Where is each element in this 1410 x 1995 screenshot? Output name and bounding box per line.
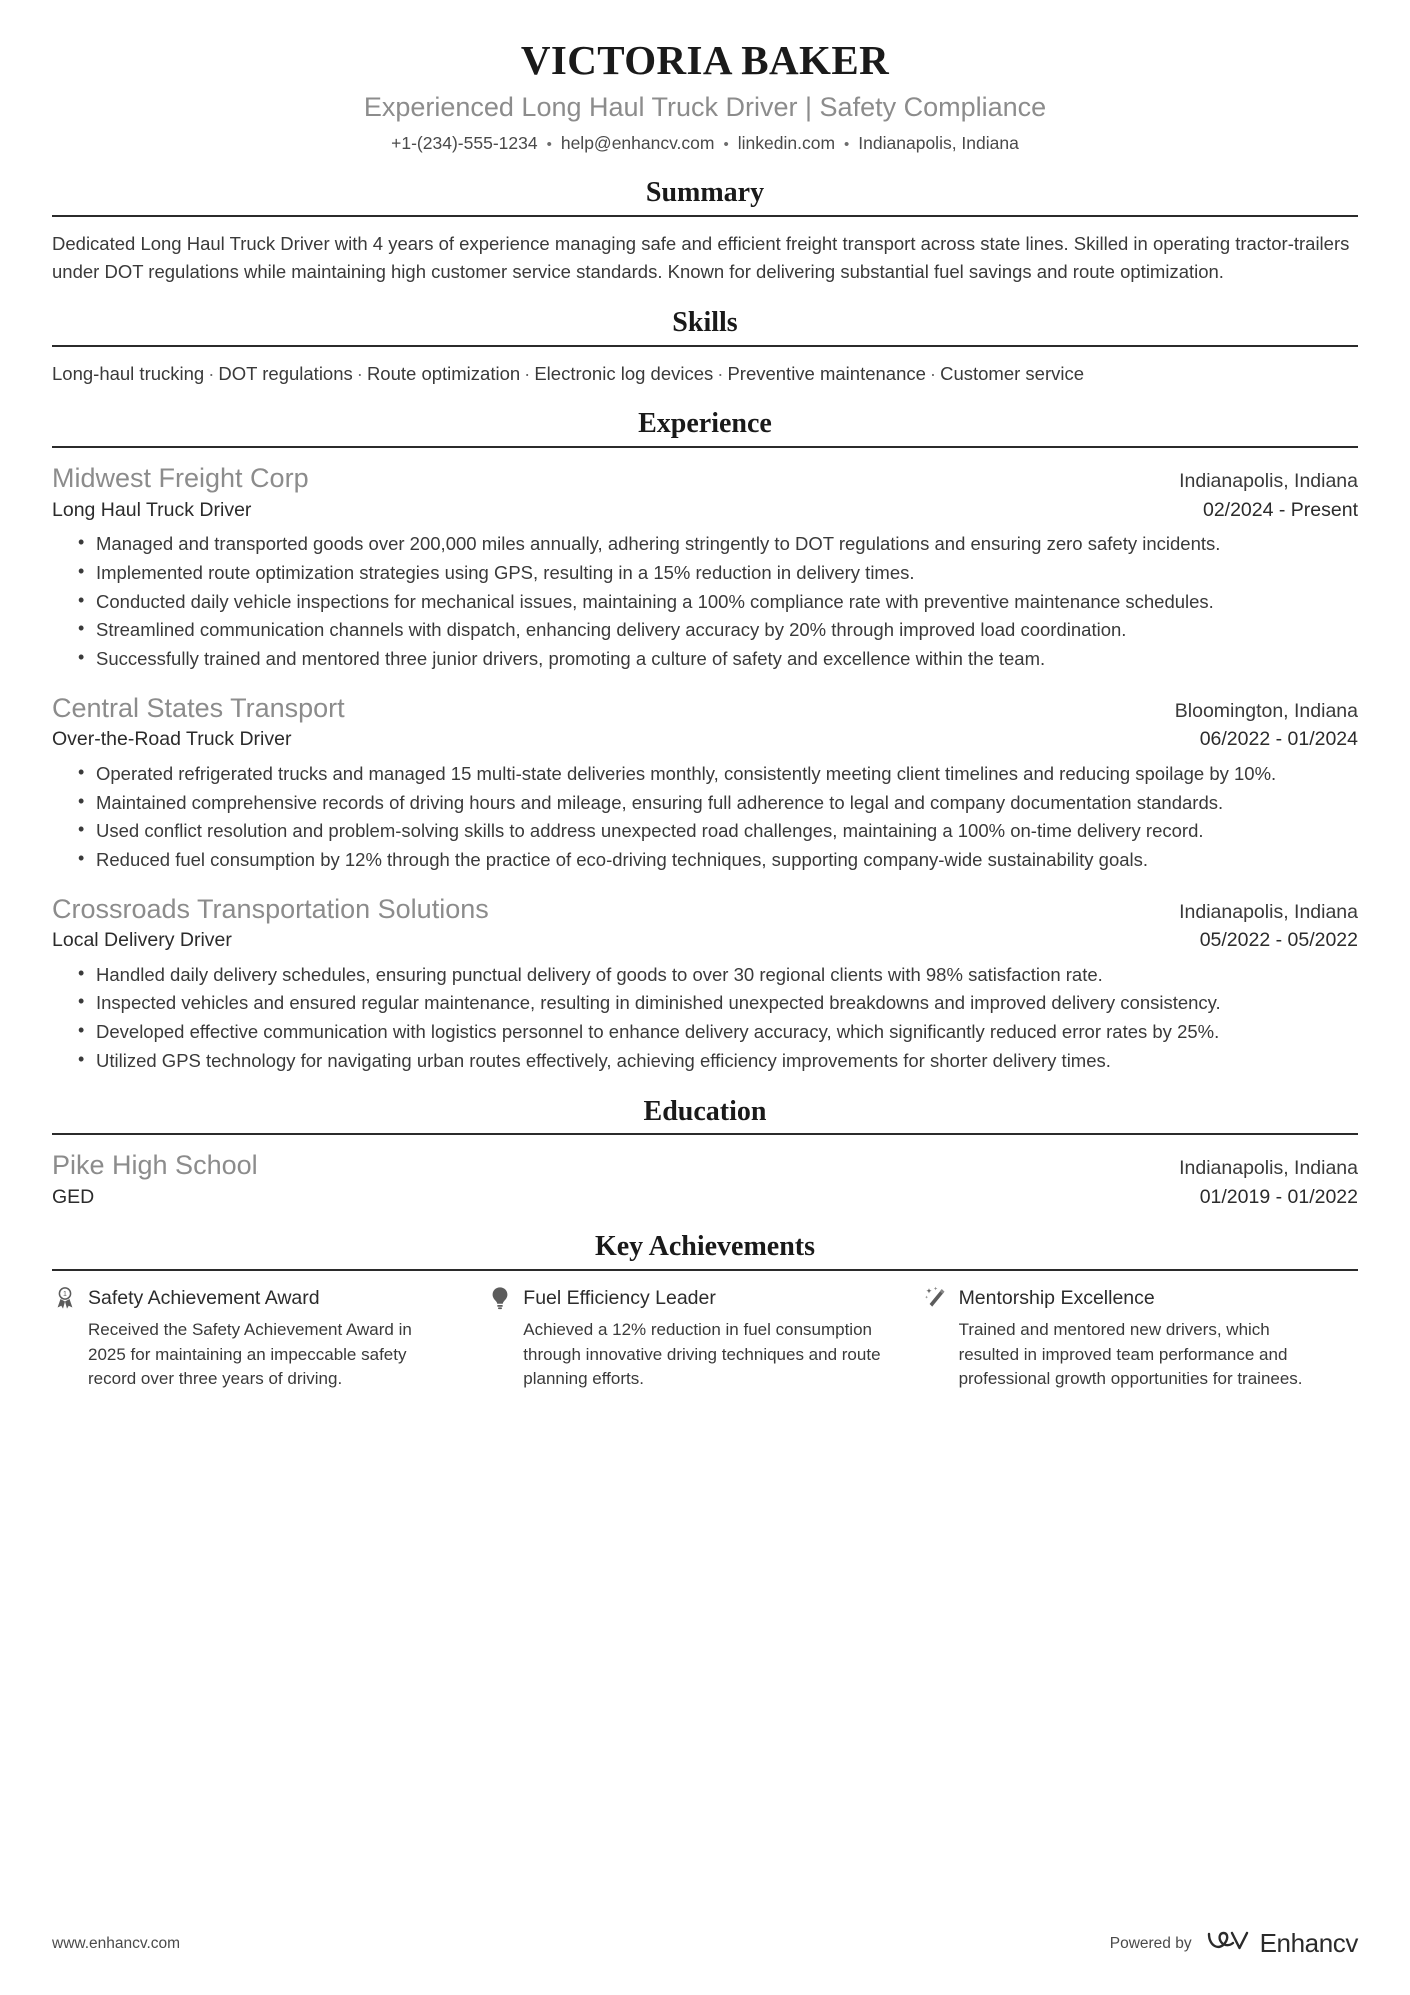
education-school-name: Pike High School xyxy=(52,1150,258,1181)
skill-item: Long-haul trucking xyxy=(52,362,205,384)
experience-company-name: Midwest Freight Corp xyxy=(52,463,309,494)
achievement-description: Received the Safety Achievement Award in 2025 for maintaining an impeccable safety record over three years of driving. xyxy=(88,1320,412,1389)
section-divider xyxy=(52,215,1358,217)
section-heading-skills: Skills xyxy=(672,306,738,338)
experience-bullet: • Utilized GPS technology for navigating urban routes effectively, achieving efficiency improvements for shorter delivery times. xyxy=(78,1047,1358,1075)
experience-location: Indianapolis, Indiana xyxy=(1179,470,1358,493)
experience-job-title: Over-the-Road Truck Driver xyxy=(52,728,292,751)
section-summary xyxy=(52,178,1358,286)
contact-separator: • xyxy=(723,135,729,153)
achievement-description: Trained and mentored new drivers, which resulted in improved team performance and professional growth opportunities for trainees. xyxy=(958,1320,1303,1389)
skill-separator: · xyxy=(356,362,363,384)
section-experience xyxy=(52,409,1358,1074)
education-school-row xyxy=(52,1148,1358,1183)
skill-separator: · xyxy=(208,362,215,384)
experience-bullet: • Successfully trained and mentored three junior drivers, promoting a culture of safety and excellence within the team. xyxy=(78,645,1358,673)
achievement-item xyxy=(487,1284,922,1392)
experience-role-row xyxy=(52,497,1358,523)
experience-company-row xyxy=(52,691,1358,726)
contact-line xyxy=(52,132,1358,156)
education-degree: GED xyxy=(52,1185,95,1208)
experience-dates: 06/2022 - 01/2024 xyxy=(1199,728,1358,751)
achievement-item xyxy=(52,1284,487,1392)
achievement-title: Mentorship Excellence xyxy=(958,1287,1155,1310)
skill-item: Electronic log devices xyxy=(534,362,714,384)
experience-bullet-list xyxy=(52,961,1358,1075)
achievement-item xyxy=(923,1284,1358,1392)
experience-bullet: • Handled daily delivery schedules, ensuring punctual delivery of goods to over 30 regional clients with 98% satisfaction rate. xyxy=(78,961,1358,989)
experience-location: Indianapolis, Indiana xyxy=(1179,900,1358,923)
contact-location[interactable]: Indianapolis, Indiana xyxy=(858,133,1019,154)
section-skills xyxy=(52,308,1358,388)
education-entry xyxy=(52,1148,1358,1210)
skill-item: Route optimization xyxy=(366,362,521,384)
skill-separator: · xyxy=(717,362,724,384)
magic-wand-icon xyxy=(923,1284,949,1312)
achievement-header xyxy=(52,1284,453,1312)
experience-bullet: • Reduced fuel consumption by 12% through the practice of eco-driving techniques, supporting company-wide sustainability goals. xyxy=(78,846,1358,874)
svg-text:1: 1 xyxy=(63,1291,67,1299)
experience-company-row xyxy=(52,461,1358,496)
skill-item: DOT regulations xyxy=(218,362,353,384)
section-heading-experience: Experience xyxy=(638,408,772,440)
contact-email[interactable]: help@enhancv.com xyxy=(560,133,715,154)
experience-company-name: Crossroads Transportation Solutions xyxy=(52,893,489,924)
section-heading-summary: Summary xyxy=(645,176,765,208)
experience-bullet-list xyxy=(52,760,1358,874)
contact-separator: • xyxy=(546,135,552,153)
footer-brand-area xyxy=(1110,1928,1358,1959)
enhancv-logo-icon xyxy=(1206,1928,1252,1959)
experience-entry xyxy=(52,461,1358,673)
experience-entry xyxy=(52,892,1358,1075)
experience-role-row xyxy=(52,726,1358,752)
experience-role-row xyxy=(52,927,1358,953)
contact-phone[interactable]: +1-(234)-555-1234 xyxy=(391,133,538,154)
skill-separator: · xyxy=(524,362,531,384)
resume-header xyxy=(52,30,1358,156)
achievement-header xyxy=(487,1284,888,1312)
achievement-header xyxy=(923,1284,1324,1312)
experience-bullet: • Used conflict resolution and problem-solving skills to address unexpected road challenges, maintaining a 100% on-time delivery record. xyxy=(78,817,1358,845)
page-title: VICTORIA BAKER xyxy=(520,37,890,83)
experience-job-title: Local Delivery Driver xyxy=(52,929,232,952)
contact-linkedin[interactable]: linkedin.com xyxy=(737,133,836,154)
education-location: Indianapolis, Indiana xyxy=(1179,1157,1358,1180)
section-divider xyxy=(52,1269,1358,1271)
education-dates: 01/2019 - 01/2022 xyxy=(1199,1185,1358,1208)
experience-company-name: Central States Transport xyxy=(52,692,345,723)
experience-location: Bloomington, Indiana xyxy=(1174,699,1358,722)
lightbulb-icon xyxy=(487,1284,513,1312)
experience-company-row xyxy=(52,892,1358,927)
experience-bullet: • Conducted daily vehicle inspections for mechanical issues, maintaining a 100% compliance rate with preventive maintenance schedules. xyxy=(78,588,1358,616)
experience-bullet: • Inspected vehicles and ensured regular maintenance, resulting in diminished unexpected breakdowns and improved delivery consistency. xyxy=(78,989,1358,1017)
experience-bullet: • Managed and transported goods over 200,000 miles annually, adhering stringently to DOT regulations and ensuring zero safety incidents. xyxy=(78,530,1358,558)
achievement-title: Safety Achievement Award xyxy=(88,1287,320,1310)
skill-separator: · xyxy=(929,362,937,384)
enhancv-brand[interactable] xyxy=(1206,1928,1358,1959)
experience-bullet: • Maintained comprehensive records of driving hours and mileage, ensuring full adherence to legal and company documentation standards. xyxy=(78,789,1358,817)
experience-job-title: Long Haul Truck Driver xyxy=(52,498,252,521)
professional-headline: Experienced Long Haul Truck Driver | Safety Compliance xyxy=(363,91,1047,122)
section-divider xyxy=(52,446,1358,448)
skills-list xyxy=(52,360,1358,388)
experience-bullet: • Streamlined communication channels with dispatch, enhancing delivery accuracy by 20% through improved load coordination. xyxy=(78,616,1358,644)
summary-text: Dedicated Long Haul Truck Driver with 4 years of experience managing safe and efficient freight transport across state lines. Skilled in operating tractor-trailers under DOT regulations while maintaining high customer service standards. Known for delivering substantial fuel savings and route optimization. xyxy=(52,232,1350,282)
section-divider xyxy=(52,345,1358,347)
page-footer xyxy=(52,1928,1358,1959)
experience-bullet-list xyxy=(52,530,1358,673)
powered-by-label: Powered by xyxy=(1109,1934,1192,1952)
achievement-description: Achieved a 12% reduction in fuel consumption through innovative driving techniques and route planning efforts. xyxy=(523,1320,881,1389)
achievement-title: Fuel Efficiency Leader xyxy=(523,1287,716,1310)
enhancv-brand-name: Enhancv xyxy=(1259,1928,1358,1958)
experience-dates: 05/2022 - 05/2022 xyxy=(1199,929,1358,952)
achievement-list xyxy=(52,1284,1358,1392)
experience-bullet: • Implemented route optimization strategies using GPS, resulting in a 15% reduction in delivery times. xyxy=(78,559,1358,587)
experience-bullet: • Operated refrigerated trucks and managed 15 multi-state deliveries monthly, consistently meeting client timelines and reducing spoilage by 10%. xyxy=(78,760,1358,788)
contact-separator: • xyxy=(844,135,850,153)
experience-entry xyxy=(52,691,1358,874)
education-degree-row xyxy=(52,1184,1358,1210)
skill-item: Preventive maintenance xyxy=(727,362,926,384)
section-heading-achievements: Key Achievements xyxy=(594,1231,816,1263)
footer-website-link[interactable]: www.enhancv.com xyxy=(52,1934,181,1952)
section-divider xyxy=(52,1133,1358,1135)
section-education xyxy=(52,1097,1358,1211)
experience-entry-list xyxy=(52,461,1358,1074)
skill-item: Customer service xyxy=(940,362,1085,384)
experience-dates: 02/2024 - Present xyxy=(1202,498,1358,521)
section-heading-education: Education xyxy=(643,1095,767,1127)
education-entry-list xyxy=(52,1148,1358,1210)
award-ribbon-icon xyxy=(52,1284,78,1312)
experience-bullet: • Developed effective communication with logistics personnel to enhance delivery accuracy, which significantly reduced error rates by 25%. xyxy=(78,1018,1358,1046)
section-key-achievements xyxy=(52,1232,1358,1392)
